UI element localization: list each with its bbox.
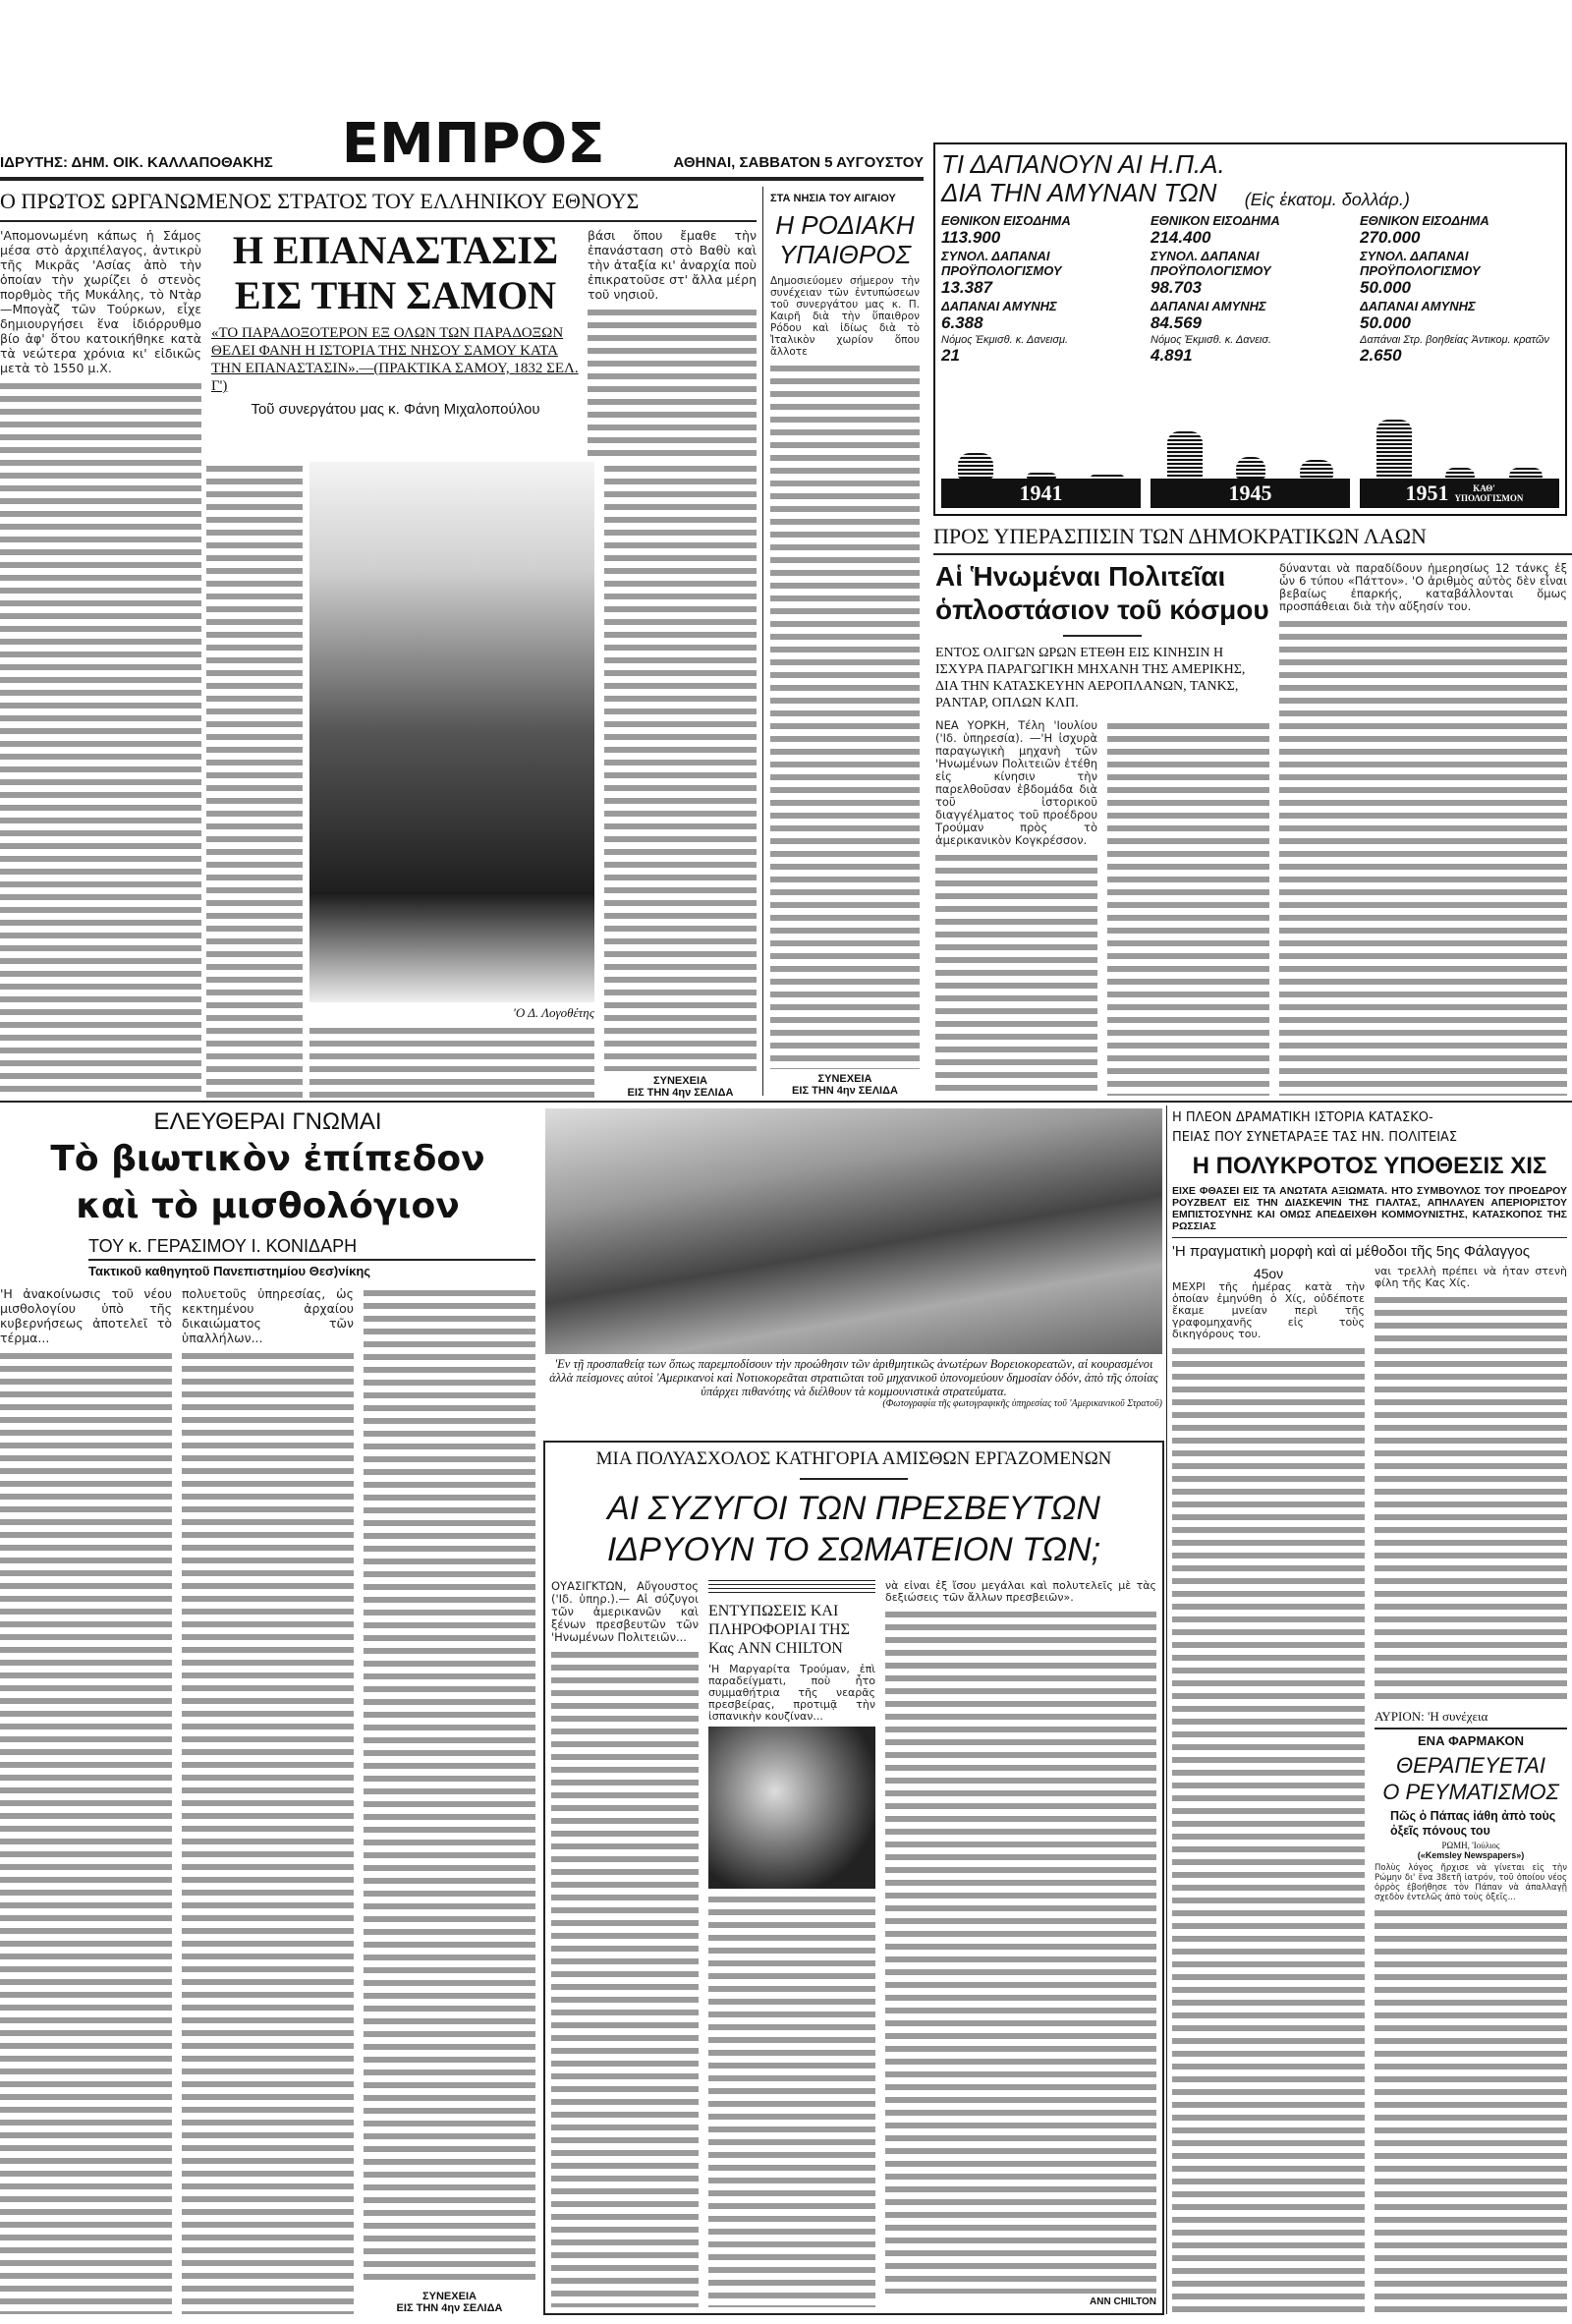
body-text-lines: [551, 1648, 699, 2307]
year-group-1951: ΕΘΝΙΚΟΝ ΕΙΣΟΔΗΜΑ 270.000 ΣΥΝΟΛ. ΔΑΠΑΝΑΙ ΠΡΟΫΠΟΛΟΓΙΣΜΟΥ 50.000 ΔΑΠΑΝΑΙ ΑΜΥΝΗΣ 50.000 Δαπάναι Στρ. βοηθείας Ἀντικομ. κρατῶν 2.650 1951 ΚΑΘ' ΥΠΟΛΟΓΙΣΜΟΝ: [1360, 213, 1559, 508]
opinion-role: Τακτικοῦ καθηγητοῦ Πανεπιστημίου Θεσ)νίκης: [88, 1264, 371, 1278]
body-text-lines: [1107, 719, 1269, 1096]
rhodes-continued: ΣΥΝΕΧΕΙΑ ΕΙΣ ΤΗΝ 4ην ΣΕΛΙΔΑ: [792, 1073, 898, 1097]
usa-col3: δύνανται νὰ παραδίδουν ἡμερησίως 12 τάνκς ἐξ ὧν 6 τύπου «Πάττον». 'Ο ἀριθμὸς αὐτὸς δὲν εἶναι βεβαίως ἐπαρκής, καταβάλλονται ὅμως προσπάθειαι διὰ τὴν αὔξησίν του.: [1279, 562, 1567, 613]
year-group-1941: ΕΘΝΙΚΟΝ ΕΙΣΟΔΗΜΑ 113.900 ΣΥΝΟΛ. ΔΑΠΑΝΑΙ ΠΡΟΫΠΟΛΟΓΙΣΜΟΥ 13.387 ΔΑΠΑΝΑΙ ΑΜΥΝΗΣ 6.388 Νόμος Ἐκμισθ. κ. Δανεισμ. 21 1941: [941, 213, 1141, 508]
body-text-lines: [1172, 1344, 1365, 2314]
article-signature: ANN CHILTON: [1090, 2296, 1156, 2307]
samos-banner: Ο ΠΡΩΤΟΣ ΩΡΓΑΝΩΜΕΝΟΣ ΣΤΡΑΤΟΣ ΤΟΥ ΕΛΛΗΝΙΚΟΥ ΕΘΝΟΥΣ: [0, 189, 640, 213]
hiss-deck: 'Η πραγματικὴ μορφὴ καὶ αἱ μέθοδοι τῆς 5ης Φάλαγγος: [1172, 1243, 1531, 1260]
opinion-col2: πολυετοῦς ὑπηρεσίας, ὡς κεκτημένου ἀρχαίου δικαιώματος τῶν ὑπαλλήλων...: [182, 1286, 354, 1345]
logothetis-portrait: [309, 462, 594, 1002]
divider-rule: [88, 1259, 535, 1261]
body-text-lines: [935, 851, 1097, 1096]
income-stack: [958, 453, 993, 479]
ambassador-wives-article: [543, 1441, 1164, 2315]
korea-photo-block: [545, 1108, 1162, 1438]
samos-col3: βάσι ὅπου ἔμαθε τὴν ἐπανάσταση στὸ Βαθὺ καὶ τὴν ἀταξία κι' ἀναρχία ποὺ ἐπικρατοῦσε στ' ἄλλα μέρη τοῦ νησιοῦ.: [588, 228, 757, 302]
photo-credit: (Φωτογραφία τῆς φωτογραφικῆς ὑπηρεσίας τοῦ 'Αμερικανικοῦ Στρατοῦ): [882, 1398, 1162, 1409]
newspaper-title: ΕΜΠΡΟΣ: [341, 112, 605, 176]
wives-lead: ΟΥΑΣΙΓΚΤΩΝ, Αὔγουστος ('Ιδ. ὑπηρ.).— Αἱ σύζυγοι τῶν ἀμερικανῶν καὶ ξένων πρεσβευτῶν τῶν 'Ηνωμένων Πολιτειῶν...: [551, 1580, 699, 1644]
rhodes-kicker: ΣΤΑ ΝΗΣΙΑ ΤΟΥ ΑΙΓΑΙΟΥ: [770, 193, 896, 204]
wives-col3: νὰ εἶναι ἐξ ἴσου μεγάλαι καὶ πολυτελεῖς μὲ τὰς δεξιώσεις τῶν ἄλλων πρεσβειῶν».: [885, 1580, 1156, 1604]
budget-stack: [1445, 468, 1475, 479]
samos-column-2: [206, 462, 303, 1099]
rheum-dateline: ΡΩΜΗ, 'Ιούλιος: [1441, 1841, 1500, 1850]
body-text-lines: [1375, 1906, 1567, 2314]
wives-headline: ΑΙ ΣΥΖΥΓΟΙ ΤΩΝ ΠΡΕΣΒΕΥΤΩΝ ΙΔΡΥΟΥΝ ΤΟ ΣΩΜΑΤΕΙΟΝ ΤΩΝ;: [606, 1490, 1101, 1568]
usa-main-block: [935, 560, 1269, 1096]
dateline: ΑΘΗΝΑΙ, ΣΑΒΒΑΤΟΝ 5 ΑΥΓΟΥΣΤΟΥ: [673, 154, 924, 171]
hiss-tomorrow: ΑΥΡΙΟΝ: 'Η συνέχεια: [1375, 1709, 1488, 1724]
usa-headline: Αἱ Ἡνωμέναι Πολιτεῖαι ὁπλοστάσιον τοῦ κόσμου: [935, 561, 1269, 625]
body-text-lines: [0, 379, 201, 1099]
divider-rule: [0, 177, 924, 181]
divider-rule: [800, 1478, 908, 1480]
body-text-lines: [309, 1024, 594, 1099]
income-stack: [1376, 420, 1412, 479]
divider-rule: [1172, 1237, 1567, 1238]
income-stack: [1167, 431, 1203, 479]
photo-caption: 'Εν τῇ προσπαθείᾳ των ὅπως παρεμποδίσουν τὴν προώθησιν τῶν ἀριθμητικῶς ἀνωτέρων Βορειοκορεατῶν, αἱ κουρασμένοι ἀλλὰ πείσμονες αὐτοὶ 'Αμερικανοὶ καὶ Νοτιοκορεᾶται στρατιῶται τοῦ μηχανικοῦ ὑπονομεύουν δημοσίαν ὁδόν, ἀπὸ τῆς ὁποίας ὑπάρχει πιθανότης νὰ διέλθουν τὰ κομμουνιστικὰ στρατεύματα.: [549, 1357, 1158, 1398]
divider-rule: [0, 220, 757, 222]
budget-stack: [1236, 457, 1265, 479]
hiss-subhead: ΕΙΧΕ ΦΘΑΣΕΙ ΕΙΣ ΤΑ ΑΝΩΤΑΤΑ ΑΞΙΩΜΑΤΑ. ΗΤΟ ΣΥΜΒΟΥΛΟΣ ΤΟΥ ΠΡΟΕΔΡΟΥ ΡΟΥΖΒΕΛΤ ΕΙΣ ΤΗΝ ΔΙΑΣΚΕΨΙΝ ΤΗΣ ΓΙΑΛΤΑΣ, ΑΠΗΛΑΥΕΝ ΑΠΕΡΙΟΡΙΣΤΟΥ ΕΜΠΙΣΤΟΣΥΝΗΣ ΚΑΙ ΟΜΩΣ ΑΠΕΔΕΙΧΘΗ ΚΟΜΜΟΥΝΙΣΤΗΣ, ΚΑΤΑΣΚΟΠΟΣ ΤΗΣ ΡΩΣΣΙΑΣ: [1172, 1185, 1567, 1232]
samos-column-1: [0, 228, 201, 1099]
opinion-headline: Τὸ βιωτικὸν ἐπίπεδον καὶ τὸ μισθολόγιον: [50, 1139, 485, 1226]
hiss-col2: ναι τρελλὴ πρέπει νὰ ἦταν στενὴ φίλη τῆς Κας Χίς.: [1375, 1266, 1567, 1289]
divider-rule: [0, 1101, 1572, 1103]
defense-stack: [1509, 468, 1543, 479]
samos-subhead: «ΤΟ ΠΑΡΑΔΟΞΟΤΕΡΟΝ ΕΞ ΟΛΩΝ ΤΩΝ ΠΑΡΑΔΟΞΩΝ ΘΕΛΕΙ ΦΑΝΗ Η ΙΣΤΟΡΙΑ ΤΗΣ ΝΗΣΟΥ ΣΑΜΟΥ ΚΑΤΑ ΤΗΝ ΕΠΑΝΑΣΤΑΣΙΝ».—(ΠΡΑΚΤΙΚΑ ΣΑΜΟΥ, 1832 ΣΕΛ. Γ'): [211, 325, 579, 394]
body-text-lines: [885, 1608, 1156, 2294]
rheum-headline: ΘΕΡΑΠΕΥΕΤΑΙ Ο ΡΕΥΜΑΤΙΣΜΟΣ: [1382, 1753, 1559, 1804]
body-text-lines: [364, 1286, 535, 2287]
samos-byline: Τοῦ συνεργάτου μας κ. Φάνη Μιχαλοπούλου: [251, 401, 540, 418]
body-text-lines: [604, 462, 757, 1071]
founder-line: ΙΔΡΥΤΗΣ: ΔΗΜ. ΟΙΚ. ΚΑΛΛΑΠΟΘΑΚΗΣ: [0, 154, 273, 171]
divider-rule: [933, 553, 1572, 555]
rheum-source: («Kemsley Newspapers»): [1417, 1850, 1525, 1860]
year-group-1945: ΕΘΝΙΚΟΝ ΕΙΣΟΔΗΜΑ 214.400 ΣΥΝΟΛ. ΔΑΠΑΝΑΙ ΠΡΟΫΠΟΛΟΓΙΣΜΟΥ 98.703 ΔΑΠΑΝΑΙ ΑΜΥΝΗΣ 84.569 Νόμος Ἐκμισθ. κ. Δανεισ. 4.891 1945: [1151, 213, 1350, 508]
chilton-sidebar-head: ΕΝΤΥΠΩΣΕΙΣ ΚΑΙ ΠΛΗΡΟΦΟΡΙΑΙ ΤΗΣ Κας ANN CHILTON: [708, 1603, 850, 1657]
rheum-subhead: Πῶς ὁ Πάπας ἰάθη ἀπὸ τοὺς ὀξεῖς πόνους του: [1390, 1809, 1556, 1838]
portrait-caption: 'Ο Δ. Λογοθέτης: [513, 1005, 594, 1020]
opinion-lead: 'Η ἀνακοίνωσις τοῦ νέου μισθολογίου ὑπὸ τῆς κυβερνήσεως ἀποτελεῖ τὸ τέρμα...: [0, 1286, 172, 1345]
hiss-kicker: Η ΠΛΕΟΝ ΔΡΑΜΑΤΙΚΗ ΙΣΤΟΡΙΑ ΚΑΤΑΣΚΟ- ΠΕΙΑΣ ΠΟΥ ΣΥΝΕΤΑΡΑΞΕ ΤΑΣ ΗΝ. ΠΟΛΙΤΕΙΑΣ: [1172, 1110, 1458, 1145]
samos-column-4: [604, 462, 757, 1099]
korea-soldiers-photo: [545, 1108, 1162, 1354]
hiss-article: [1172, 1108, 1567, 2314]
usa-subhead: ΕΝΤΟΣ ΟΛΙΓΩΝ ΩΡΩΝ ΕΤΕΘΗ ΕΙΣ ΚΙΝΗΣΙΝ Η ΙΣΧΥΡΑ ΠΑΡΑΓΩΓΙΚΗ ΜΗΧΑΝΗ ΤΗΣ ΑΜΕΡΙΚΗΣ, ΔΙΑ ΤΗΝ ΚΑΤΑΣΚΕΥΗΝ ΑΕΡΟΠΛΑΝΩΝ, ΤΑΝΚΣ, ΡΑΝΤΑΡ, ΟΠΛΩΝ ΚΛΠ.: [935, 646, 1246, 710]
samos-continued: ΣΥΝΕΧΕΙΑ ΕΙΣ ΤΗΝ 4ην ΣΕΛΙΔΑ: [627, 1075, 734, 1099]
wives-kicker: ΜΙΑ ΠΟΛΥΑΣΧΟΛΟΣ ΚΑΤΗΓΟΡΙΑ ΑΜΙΣΘΩΝ ΕΡΓΑΖΟΜΕΝΩΝ: [595, 1448, 1112, 1469]
samos-portrait-column: [309, 462, 594, 1099]
hiss-headline: Η ΠΟΛΥΚΡΟΤΟΣ ΥΠΟΘΕΣΙΣ ΧΙΣ: [1192, 1153, 1547, 1179]
rhodes-article: [770, 193, 920, 1097]
ambassador-couple-photo: [708, 1727, 875, 1889]
hiss-part: 45ον: [1253, 1266, 1284, 1281]
usa-banner: ΠΡΟΣ ΥΠΕΡΑΣΠΙΣΙΝ ΤΩΝ ΔΗΜΟΚΡΑΤΙΚΩΝ ΛΑΩΝ: [933, 524, 1427, 548]
usa-lead: ΝΕΑ ΥΟΡΚΗ, Τέλη 'Ιουλίου ('Ιδ. ὑπηρεσία). —'Η ἰσχυρὰ παραγωγικὴ μηχανὴ τῶν 'Ηνωμένων Πολιτειῶν ἐτέθη εἰς κίνησιν τὴν παρελθοῦσαν ἑβδομάδα διὰ τοῦ ἱστορικοῦ διαγγέλματος τοῦ προέδρου Τρούμαν πρὸς τὸ ἀμερικανικὸν Κογκρέσσον.: [935, 719, 1097, 847]
body-text-lines: [588, 306, 757, 456]
sidebar-rule: [708, 1580, 875, 1596]
rheum-kicker: ΕΝΑ ΦΑΡΜΑΚΟΝ: [1418, 1733, 1524, 1748]
hiss-lead: ΜΕΧΡΙ τῆς ἡμέρας κατὰ τὴν ὁποίαν ἐμηνύθη ὁ Χίς, οὐδέποτε ἔκαμε μνείαν περὶ τῆς γραφομηχανῆς εἰς τοὺς δικηγόρους του.: [1172, 1280, 1365, 1340]
chilton-lead: 'Η Μαργαρίτα Τρούμαν, ἐπὶ παραδείγματι, ποὺ ἦτο συμμαθήτρια τῆς νεαρᾶς πρεσβείρας, προτιμᾷ τὴν ἰσπανικὴν κουζίναν...: [708, 1663, 875, 1723]
samos-headline: Η ΕΠΑΝΑΣΤΑΣΙΣ ΕΙΣ ΤΗΝ ΣΑΜΟΝ: [232, 228, 559, 317]
samos-head-block: [211, 228, 580, 456]
divider-rule: [1166, 1105, 1167, 2314]
body-text-lines: [770, 362, 920, 1069]
rhodes-headline: Η ΡΟΔΙΑΚΗ ΥΠΑΙΘΡΟΣ: [775, 210, 915, 269]
body-text-lines: [708, 1893, 875, 2307]
opinion-article: [0, 1108, 535, 2314]
samos-column-3: [588, 228, 757, 456]
body-text-lines: [1279, 617, 1567, 1096]
defense-spending-infographic: ΤΙ ΔΑΠΑΝΟΥΝ ΑΙ Η.Π.Α. ΔΙΑ ΤΗΝ ΑΜΥΝΑΝ ΤΩΝ (Εἰς ἑκατομ. δολλάρ.) ΕΘΝΙΚΟΝ ΕΙΣΟΔΗΜΑ 113.900 ΣΥΝΟΛ. ΔΑΠΑΝΑΙ ΠΡΟΫΠΟΛΟΓΙΣΜΟΥ 13.387 ΔΑΠΑΝΑΙ ΑΜΥΝΗΣ 6.388 Νόμος Ἐκμισθ. κ. Δανεισμ. 21 1941 ΕΘΝΙΚΟΝ ΕΙΣΟΔΗΜΑ 214.400 ΣΥΝΟΛ. ΔΑΠΑΝΑΙ ΠΡΟΫΠΟΛΟΓΙΣΜΟΥ 98.703 ΔΑΠΑΝΑΙ ΑΜΥΝΗΣ 84.569 Νόμος Ἐκμισθ. κ. Δανεισ. 4.891 1945 ΕΘΝΙΚΟΝ ΕΙΣΟΔΗΜΑ 270.000 ΣΥΝΟΛ. ΔΑΠΑΝΑΙ ΠΡΟΫΠΟΛΟΓΙΣΜΟΥ 50.000 ΔΑΠΑΝΑΙ ΑΜΥΝΗΣ 50.000 Δαπάναι Στρ. βοηθείας Ἀντικομ. κρατῶν 2.650 1951 ΚΑΘ' ΥΠΟΛΟΓΙΣΜΟΝ: [933, 142, 1567, 516]
divider-rule: [762, 187, 763, 1096]
usa-column-3: [1279, 562, 1567, 1096]
body-text-lines: [1375, 1293, 1567, 1706]
opinion-byline: ΤΟΥ κ. ΓΕΡΑΣΙΜΟΥ Ι. ΚΟΝΙΔΑΡΗ: [88, 1236, 358, 1256]
samos-lead: 'Απομονωμένη κάπως ἡ Σάμος μέσα στὸ ἀρχιπέλαγος, ἀντικρὺ τῆς Μικρᾶς 'Ασίας ἀπὸ τὴν ὁποίαν τὴν χωρίζει ὁ στενὸς πορθμὸς τῆς Μυκάλης, τὸ Ντὰρ—Μπογὰζ τῶν Τούρκων, εἶχε δημιουργήσει ἕνα ἰδιόρρυθμο βίο ἀφ' ὅτου κατοικήθηκε κατὰ τὰ νεώτερα χρόνια κι' εἰδικῶς μετὰ τὸ 1550 μ.Χ.: [0, 228, 201, 375]
rhodes-intro: Δημοσιεύομεν σήμερον τὴν συνέχειαν τῶν ἐντυπώσεων τοῦ συνεργάτου μας κ. Π. Καιρῆ διὰ τὴν ὕπαιθρον Ρόδου καὶ ἰδίως διὰ τὸ Ἰταλικὸν χωρίον ὅπου ἄλλοτε: [770, 275, 920, 358]
opinion-continued: ΣΥΝΕΧΕΙΑ ΕΙΣ ΤΗΝ 4ην ΣΕΛΙΔΑ: [396, 2291, 503, 2314]
opinion-kicker: ΕΛΕΥΘΕΡΑΙ ΓΝΩΜΑΙ: [153, 1108, 382, 1135]
defense-stack: [1300, 460, 1333, 479]
divider-rule: [1375, 1728, 1567, 1729]
body-text-lines: [0, 1349, 172, 2314]
body-text-lines: [182, 1349, 354, 2314]
rheum-lead: Πολὺς λόγος ἤρχισε νὰ γίνεται εἰς τὴν Ρώμην δι' ἕνα 38ετῆ ἰατρόν, τοῦ ὁποίου νέος ὀρρὸς ἐβοήθησε τὸν Πάπαν νὰ ἀπαλλαγῇ σχεδὸν ἐντελῶς ἀπὸ τοὺς ὀξεῖς...: [1375, 1863, 1567, 1902]
masthead: [0, 110, 924, 175]
divider-rule: [1063, 635, 1142, 637]
body-text-lines: [206, 462, 303, 1099]
